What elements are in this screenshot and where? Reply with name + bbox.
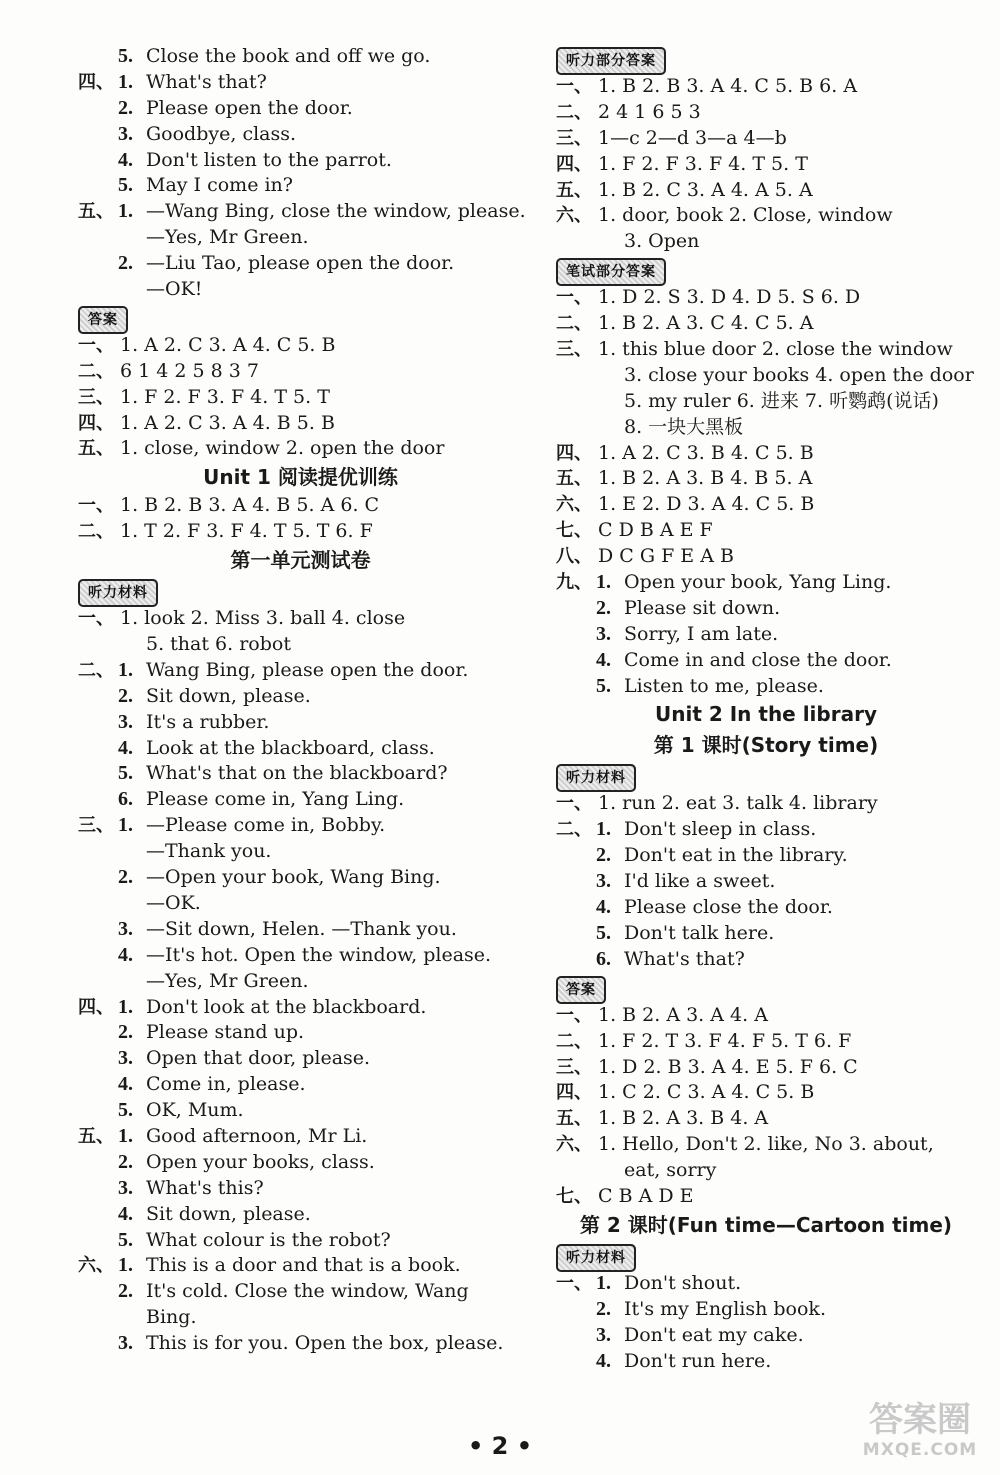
line-text: —It's hot. Open the window, please. [146,943,492,966]
line-text: Please close the door. [624,896,833,919]
answer-line [78,359,523,385]
section-badge-row [78,303,523,333]
line-text: 5. my ruler 6. 进来 7. 听鹦鹉(说话) [624,389,939,412]
answer-line [556,596,976,622]
line-text: Good afternoon, Mr Li. [146,1124,368,1147]
page-number: • 2 • [467,1432,533,1460]
answer-line [556,1349,976,1375]
answer-line [78,1098,523,1124]
question-section-label: 一、 [78,495,114,517]
item-number: 2. [596,1297,611,1320]
answer-line [556,466,976,492]
question-section-label: 四、 [556,442,592,464]
answer-line [556,921,976,947]
line-text: 1. T 2. F 3. F 4. T 5. T 6. F [120,520,373,543]
item-number: 3. [118,122,133,145]
line-text: 3. close your books 4. open the door [624,363,974,386]
item-number: 4. [118,1073,133,1096]
section-heading: 第 1 课时(Story time) [653,733,879,758]
line-text: Sorry, I am late. [624,622,779,645]
item-number: 2. [118,1280,133,1303]
answer-line [556,674,976,700]
item-number: 1. [118,70,133,93]
answer-line [78,658,523,684]
answer-line [556,1271,976,1297]
answer-line [78,813,523,839]
line-text: 1. D 2. B 3. A 4. E 5. F 6. C [598,1055,858,1078]
answer-line [78,96,523,122]
answer-line [556,570,976,596]
item-number: 3. [118,917,133,940]
item-number: 3. [596,1323,611,1346]
line-text: 2 4 1 6 5 3 [598,100,701,123]
question-section-label: 一、 [556,1004,592,1026]
answer-line [78,1124,523,1150]
line-text: Don't eat in the library. [624,844,848,867]
answer-line [556,415,976,441]
answer-line [556,126,976,152]
answer-line [78,519,523,545]
item-number: 3. [596,622,611,645]
question-section-label: 四、 [78,996,114,1018]
answer-line [556,285,976,311]
answer-line [78,436,523,462]
answer-line [78,1305,523,1331]
answer-line [78,251,523,277]
section-badge-row [556,255,976,285]
line-text: It's a rubber. [146,710,270,733]
line-text: —Yes, Mr Green. [146,226,309,249]
item-number: 1. [596,571,611,594]
item-number: 5. [118,174,133,197]
item-number: 2. [118,1021,133,1044]
line-text: Open your books, class. [146,1150,375,1173]
line-text: 1. this blue door 2. close the window [598,338,953,361]
answer-line [556,648,976,674]
line-text: Please open the door. [146,96,353,119]
answer-line [78,839,523,865]
line-text: —Yes, Mr Green. [146,969,309,992]
item-number: 5. [118,1228,133,1251]
item-number: 5. [596,674,611,697]
line-text: 1. A 2. C 3. A 4. C 5. B [120,333,336,356]
item-number: 4. [596,1349,611,1372]
line-text: 1. D 2. S 3. D 4. D 5. S 6. D [598,286,861,309]
answer-line [78,199,526,225]
answer-line [556,1080,976,1106]
question-section-label: 七、 [556,1185,592,1207]
answer-line [556,337,976,363]
section-badge-row [556,761,976,791]
question-section-label: 三、 [78,815,114,837]
item-number: 1. [118,200,133,223]
line-text: 1. B 2. B 3. A 4. C 5. B 6. A [598,75,858,97]
answer-line [78,1228,523,1254]
line-text: 6 1 4 2 5 8 3 7 [120,359,259,382]
answer-line [78,173,523,199]
section-badge: 笔试部分答案 [556,258,666,286]
question-section-label: 五、 [556,1108,592,1130]
question-section-label: 五、 [78,201,114,223]
line-text: Please stand up. [146,1021,305,1044]
item-number: 3. [596,870,611,893]
line-text: Sit down, please. [146,684,311,707]
answer-line [78,1176,523,1202]
answer-line [78,943,523,969]
item-number: 4. [596,648,611,671]
answer-line [78,1202,523,1228]
answer-line [556,947,976,973]
section-badge: 答案 [556,976,606,1004]
item-number: 2. [118,684,133,707]
item-number: 1. [596,818,611,841]
line-text: Open that door, please. [146,1047,371,1070]
item-number: 1. [118,658,133,681]
line-text: What's that? [146,70,267,93]
answer-line [78,1046,523,1072]
section-badge: 听力材料 [556,764,636,792]
answer-line [556,869,976,895]
line-text: Open your book, Yang Ling. [624,571,892,594]
question-section-label: 四、 [556,153,592,175]
line-text: —Sit down, Helen. —Thank you. [146,917,457,940]
answer-line [78,277,523,303]
answer-line [556,1297,976,1323]
line-text: —OK! [146,278,203,301]
answer-line [78,684,523,710]
line-text: What's that on the blackboard? [146,762,448,785]
line-text: 1. B 2. A 3. C 4. C 5. A [598,312,814,335]
line-text: I'd like a sweet. [624,870,776,893]
answer-line [78,44,523,70]
question-section-label: 三、 [556,127,592,149]
item-number: 5. [118,45,133,67]
item-number: 4. [118,943,133,966]
answer-line [78,995,523,1021]
line-text: Don't look at the blackboard. [146,995,427,1018]
line-text: 1. door, book 2. Close, window [598,204,893,227]
line-text: C B A D E [598,1184,694,1207]
section-badge-row [556,1241,976,1271]
line-text: 8. 一块大黑板 [624,415,744,438]
answer-line [556,229,976,255]
line-text: 1. B 2. A 3. A 4. A [598,1003,768,1026]
answer-line [78,710,523,736]
question-section-label: 一、 [78,334,114,356]
line-text: 3. Open [624,230,700,253]
question-section-label: 六、 [556,1134,592,1156]
line-text: 5. that 6. robot [146,633,291,656]
item-number: 2. [118,866,133,889]
section-badge: 答案 [78,306,128,334]
line-text: Please sit down. [624,596,781,619]
answer-line [556,1323,976,1349]
line-text: Come in, please. [146,1073,306,1096]
line-text: —Thank you. [146,840,272,863]
line-text: —Open your book, Wang Bing. [146,866,441,889]
section-heading: 第一单元测试卷 [230,548,371,573]
answer-line [556,492,976,518]
answer-line [556,1158,976,1184]
answer-line [78,148,523,174]
line-text: 1—c 2—d 3—a 4—b [598,126,787,149]
answer-line [556,203,976,229]
line-text: 1. F 2. F 3. F 4. T 5. T [598,152,808,175]
question-section-label: 五、 [556,179,592,201]
line-text: Don't run here. [624,1349,772,1372]
line-text: This is for you. Open the box, please. [146,1332,504,1355]
answer-line [556,895,976,921]
answer-line [78,1150,523,1176]
question-section-label: 六、 [78,1255,114,1277]
item-number: 3. [118,710,133,733]
line-text: 1. Hello, Don't 2. like, No 3. about, [598,1133,934,1156]
line-text: 1. B 2. A 3. B 4. B 5. A [598,467,813,490]
line-text: What's that? [624,947,745,970]
answer-line [556,389,976,415]
item-number: 2. [118,1150,133,1173]
item-number: 3. [118,1047,133,1070]
answer-line [78,1279,523,1305]
answer-line [556,1184,976,1210]
item-number: 3. [118,1332,133,1355]
item-number: 2. [118,252,133,275]
line-text: Don't sleep in class. [624,818,817,841]
line-text: —OK. [146,891,201,914]
line-text: This is a door and that is a book. [146,1254,461,1277]
section-heading: Unit 1 阅读提优训练 [203,465,398,490]
line-text: Sit down, please. [146,1202,311,1225]
question-section-label: 五、 [78,438,114,460]
item-number: 4. [118,736,133,759]
answer-line [78,969,523,995]
line-text: 1. B 2. A 3. B 4. A [598,1107,769,1130]
answer-line [78,225,523,251]
answer-line [78,787,523,813]
answer-line [78,736,523,762]
answer-line [78,1331,523,1357]
question-section-label: 二、 [556,819,592,841]
line-text: 1. C 2. C 3. A 4. C 5. B [598,1081,815,1104]
line-text: Don't shout. [624,1271,742,1294]
answer-line [556,843,976,869]
left-column [78,44,526,1357]
line-text: 1. F 2. F 3. F 4. T 5. T [120,385,330,408]
question-section-label: 三、 [556,1056,592,1078]
item-number: 4. [596,896,611,919]
answer-line [78,1072,523,1098]
line-text: What's this? [146,1176,264,1199]
answer-line [78,333,523,359]
item-number: 5. [118,762,133,785]
answer-line [78,122,523,148]
line-text: D C G F E A B [598,545,734,568]
section-badge-row [556,973,976,1003]
answer-line [78,411,523,437]
answer-line [556,1055,976,1081]
answer-line [78,761,523,787]
line-text: What colour is the robot? [146,1228,391,1251]
section-badge: 听力材料 [556,1244,636,1272]
question-section-label: 二、 [78,360,114,382]
line-text: Come in and close the door. [624,648,892,671]
answer-line [78,917,523,943]
line-text: —Please come in, Bobby. [146,814,386,837]
question-section-label: 四、 [78,71,114,93]
answer-line [556,622,976,648]
section-badge-row [556,44,976,74]
question-section-label: 三、 [556,339,592,361]
right-column [556,44,976,1374]
answer-line [556,1106,976,1132]
line-text: eat, sorry [624,1159,717,1182]
question-section-label: 一、 [78,608,114,630]
line-text: It's my English book. [624,1297,826,1320]
answer-line [78,1020,523,1046]
answer-line [556,518,976,544]
question-section-label: 一、 [556,287,592,309]
answer-line [556,817,976,843]
answer-line [78,606,523,632]
answer-line [556,1132,976,1158]
question-section-label: 一、 [556,76,592,97]
answer-line [78,632,523,658]
line-text: It's cold. Close the window, Wang [146,1280,469,1303]
section-badge-row [78,576,523,606]
answer-line [78,865,523,891]
line-text: Please come in, Yang Ling. [146,788,405,811]
answer-line [78,891,523,917]
line-text: Wang Bing, please open the door. [146,658,469,681]
question-section-label: 二、 [556,313,592,335]
question-section-label: 四、 [78,412,114,434]
line-text: —Wang Bing, close the window, please. [146,200,526,223]
line-text: 1. F 2. T 3. F 4. F 5. T 6. F [598,1029,852,1052]
line-text: May I come in? [146,174,293,197]
item-number: 1. [118,995,133,1018]
line-text: 1. E 2. D 3. A 4. C 5. B [598,493,815,516]
question-section-label: 三、 [78,386,114,408]
question-section-label: 六、 [556,205,592,227]
question-section-label: 五、 [78,1125,114,1147]
line-text: OK, Mum. [146,1099,244,1122]
answer-line [78,385,523,411]
answer-line [556,152,976,178]
line-text: 1. A 2. C 3. A 4. B 5. B [120,411,335,434]
question-section-label: 九、 [556,572,592,594]
answer-line [556,1003,976,1029]
line-text: 1. B 2. B 3. A 4. B 5. A 6. C [120,494,380,517]
question-section-label: 二、 [78,521,114,543]
answer-line [556,363,976,389]
line-text: 1. B 2. C 3. A 4. A 5. A [598,178,813,201]
question-section-label: 一、 [556,793,592,815]
line-text: —Liu Tao, please open the door. [146,252,455,275]
answer-line [556,311,976,337]
line-text: Don't listen to the parrot. [146,148,392,171]
question-section-label: 七、 [556,520,592,542]
item-number: 3. [118,1176,133,1199]
section-badge: 听力材料 [78,579,158,607]
question-section-label: 一、 [556,1272,592,1294]
answer-line [78,493,523,519]
line-text: Don't talk here. [624,921,775,944]
question-section-label: 四、 [556,1082,592,1104]
question-section-label: 五、 [556,468,592,490]
line-text: Bing. [146,1306,197,1329]
item-number: 1. [596,1271,611,1294]
line-text: 1. A 2. C 3. B 4. C 5. B [598,441,814,464]
item-number: 1. [118,814,133,837]
answer-line [78,1253,523,1279]
section-heading: Unit 2 In the library [655,702,877,727]
line-text: Close the book and off we go. [146,45,431,67]
answer-line [556,178,976,204]
answer-line [556,74,976,100]
answer-line [556,544,976,570]
question-section-label: 六、 [556,494,592,516]
line-text: 1. look 2. Miss 3. ball 4. close [120,607,406,630]
answer-line [556,441,976,467]
item-number: 5. [596,921,611,944]
question-section-label: 八、 [556,546,592,568]
question-section-label: 二、 [556,101,592,123]
answer-line [78,70,523,96]
item-number: 5. [118,1099,133,1122]
section-badge: 听力部分答案 [556,47,666,75]
line-text: 1. run 2. eat 3. talk 4. library [598,792,878,815]
item-number: 2. [596,844,611,867]
item-number: 4. [118,148,133,171]
answer-line [556,791,976,817]
answer-line [556,1029,976,1055]
answer-line [556,100,976,126]
item-number: 6. [596,947,611,970]
line-text: Don't eat my cake. [624,1323,804,1346]
line-text: 1. close, window 2. open the door [120,437,445,460]
question-section-label: 二、 [556,1030,592,1052]
line-text: Listen to me, please. [624,674,824,697]
question-section-label: 二、 [78,659,114,681]
item-number: 2. [118,96,133,119]
line-text: C D B A E F [598,519,713,542]
watermark-logo-text: 答案圈 [869,1400,971,1440]
site-watermark [840,1400,1000,1470]
line-text: Look at the blackboard, class. [146,736,435,759]
watermark-url: MXQE.COM [862,1440,978,1460]
item-number: 6. [118,788,133,811]
line-text: Goodbye, class. [146,122,297,145]
item-number: 1. [118,1124,133,1147]
item-number: 2. [596,596,611,619]
section-heading: 第 2 课时(Fun time—Cartoon time) [579,1212,953,1237]
item-number: 4. [118,1202,133,1225]
item-number: 1. [118,1254,133,1277]
